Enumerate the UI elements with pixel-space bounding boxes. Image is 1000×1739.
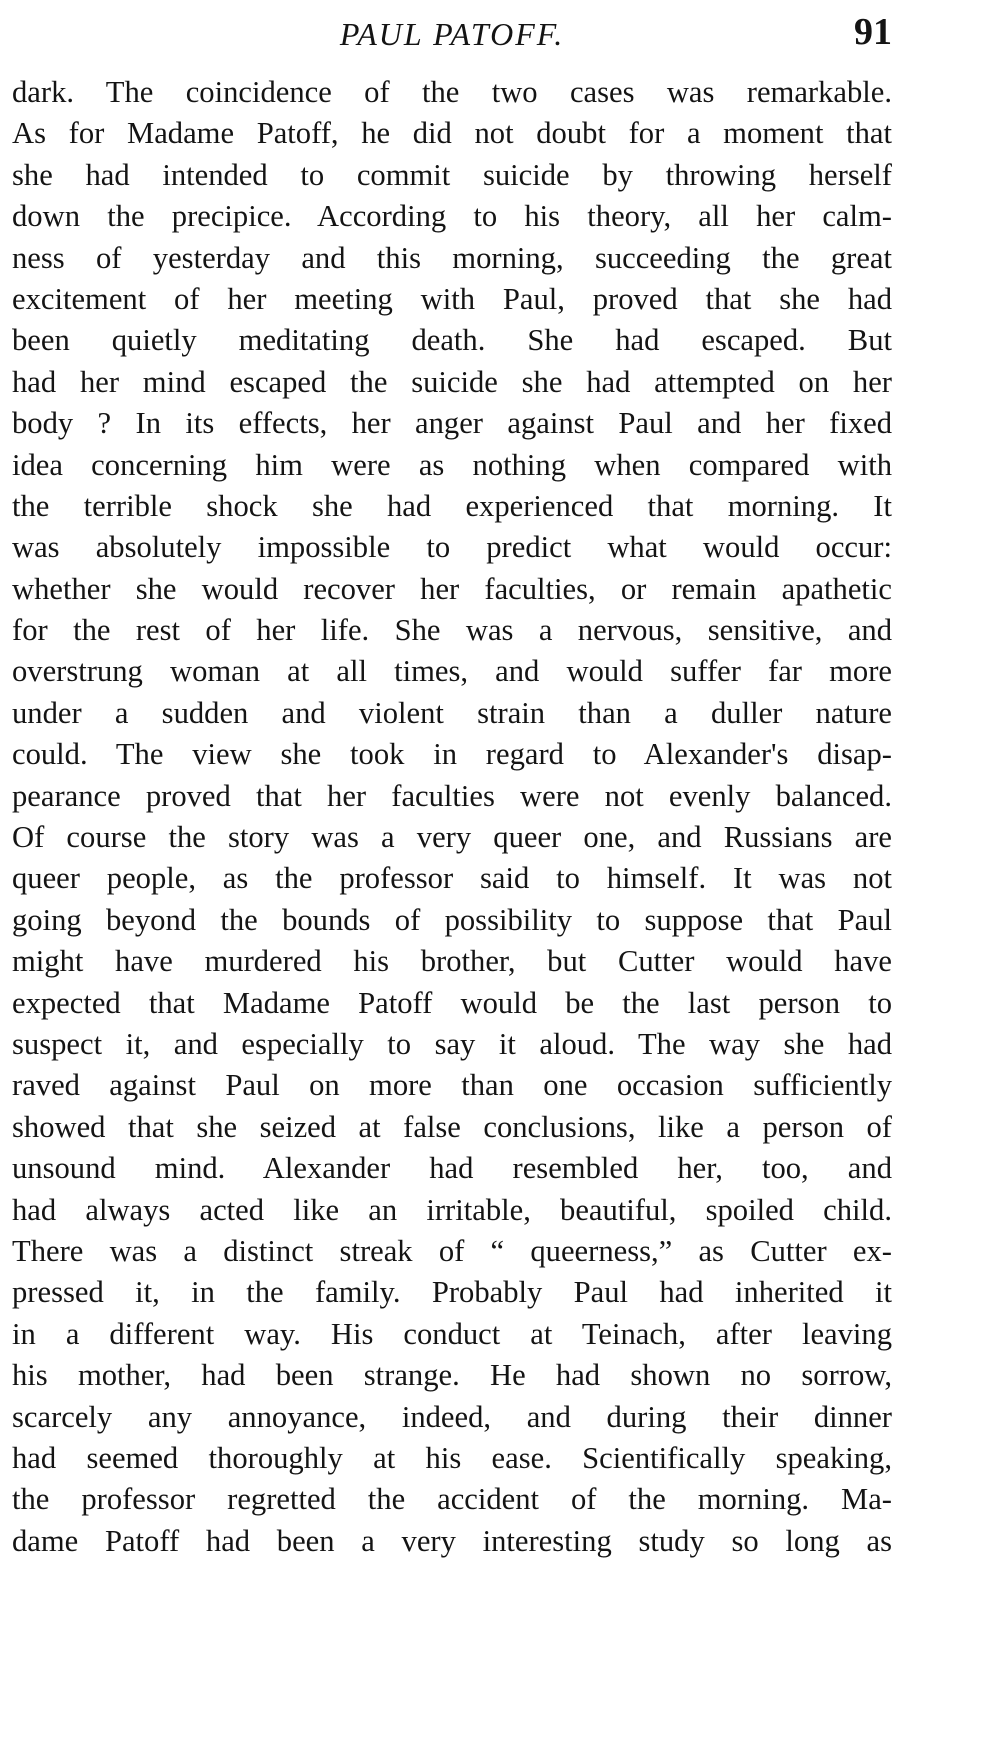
text-line: queer people, as the professor said to himself. It was not xyxy=(12,861,892,896)
text-line: she had intended to commit suicide by throwing herself xyxy=(12,157,892,192)
text-line: had always acted like an irritable, beautiful, spoiled child. xyxy=(12,1192,892,1227)
text-line: body ? In its effects, her anger against Paul and her fixed xyxy=(12,406,892,441)
text-line: had her mind escaped the suicide she had attempted on her xyxy=(12,364,892,399)
text-line: pearance proved that her faculties were not evenly balanced. xyxy=(12,778,892,813)
text-line: ness of yesterday and this morning, succeeding the great xyxy=(12,240,892,275)
text-line: idea concerning him were as nothing when compared with xyxy=(12,447,892,482)
text-line: might have murdered his brother, but Cutter would have xyxy=(12,944,892,979)
text-line: down the precipice. According to his theory, all her calm- xyxy=(12,199,892,234)
text-line: expected that Madame Patoff would be the last person to xyxy=(12,985,892,1020)
text-line: could. The view she took in regard to Alexander's disap- xyxy=(12,737,892,772)
text-line: dark. The coincidence of the two cases was remarkable. xyxy=(12,75,892,109)
text-line: unsound mind. Alexander had resembled her, too, and xyxy=(12,1151,892,1186)
body-text xyxy=(12,72,892,1562)
text-line: was absolutely impossible to predict what would occur: xyxy=(12,530,892,565)
text-line: showed that she seized at false conclusions, like a person of xyxy=(12,1109,892,1144)
running-title: PAUL PATOFF. xyxy=(339,16,565,52)
text-line: the terrible shock she had experienced that morning. It xyxy=(12,488,892,523)
text-line: As for Madame Patoff, he did not doubt for a moment that xyxy=(12,116,892,151)
text-line: scarcely any annoyance, indeed, and during their dinner xyxy=(12,1399,892,1434)
text-line: the professor regretted the accident of the morning. Ma- xyxy=(12,1482,892,1517)
text-line: suspect it, and especially to say it aloud. The way she had xyxy=(12,1026,892,1061)
text-line: excitement of her meeting with Paul, proved that she had xyxy=(12,281,892,316)
text-line: had seemed thoroughly at his ease. Scientifically speaking, xyxy=(12,1440,892,1475)
text-line: overstrung woman at all times, and would suffer far more xyxy=(12,654,892,689)
text-line: raved against Paul on more than one occasion sufficiently xyxy=(12,1068,892,1103)
text-line: pressed it, in the family. Probably Paul had inherited it xyxy=(12,1275,892,1310)
text-line: his mother, had been strange. He had shown no sorrow, xyxy=(12,1358,892,1393)
text-line: going beyond the bounds of possibility to suppose that Paul xyxy=(12,902,892,937)
running-head xyxy=(12,8,892,64)
text-line: dame Patoff had been a very interesting study so long as xyxy=(12,1523,892,1558)
page-number: 91 xyxy=(854,11,892,53)
text-line: whether she would recover her faculties, or remain apathetic xyxy=(12,571,892,606)
text-line: Of course the story was a very queer one, and Russians are xyxy=(12,820,892,855)
text-line: for the rest of her life. She was a nervous, sensitive, and xyxy=(12,613,892,648)
text-line: in a different way. His conduct at Teinach, after leaving xyxy=(12,1316,892,1351)
text-line: There was a distinct streak of “ queerness,” as Cutter ex- xyxy=(12,1233,892,1268)
text-line: been quietly meditating death. She had escaped. But xyxy=(12,323,892,358)
text-line: under a sudden and violent strain than a duller nature xyxy=(12,695,892,730)
